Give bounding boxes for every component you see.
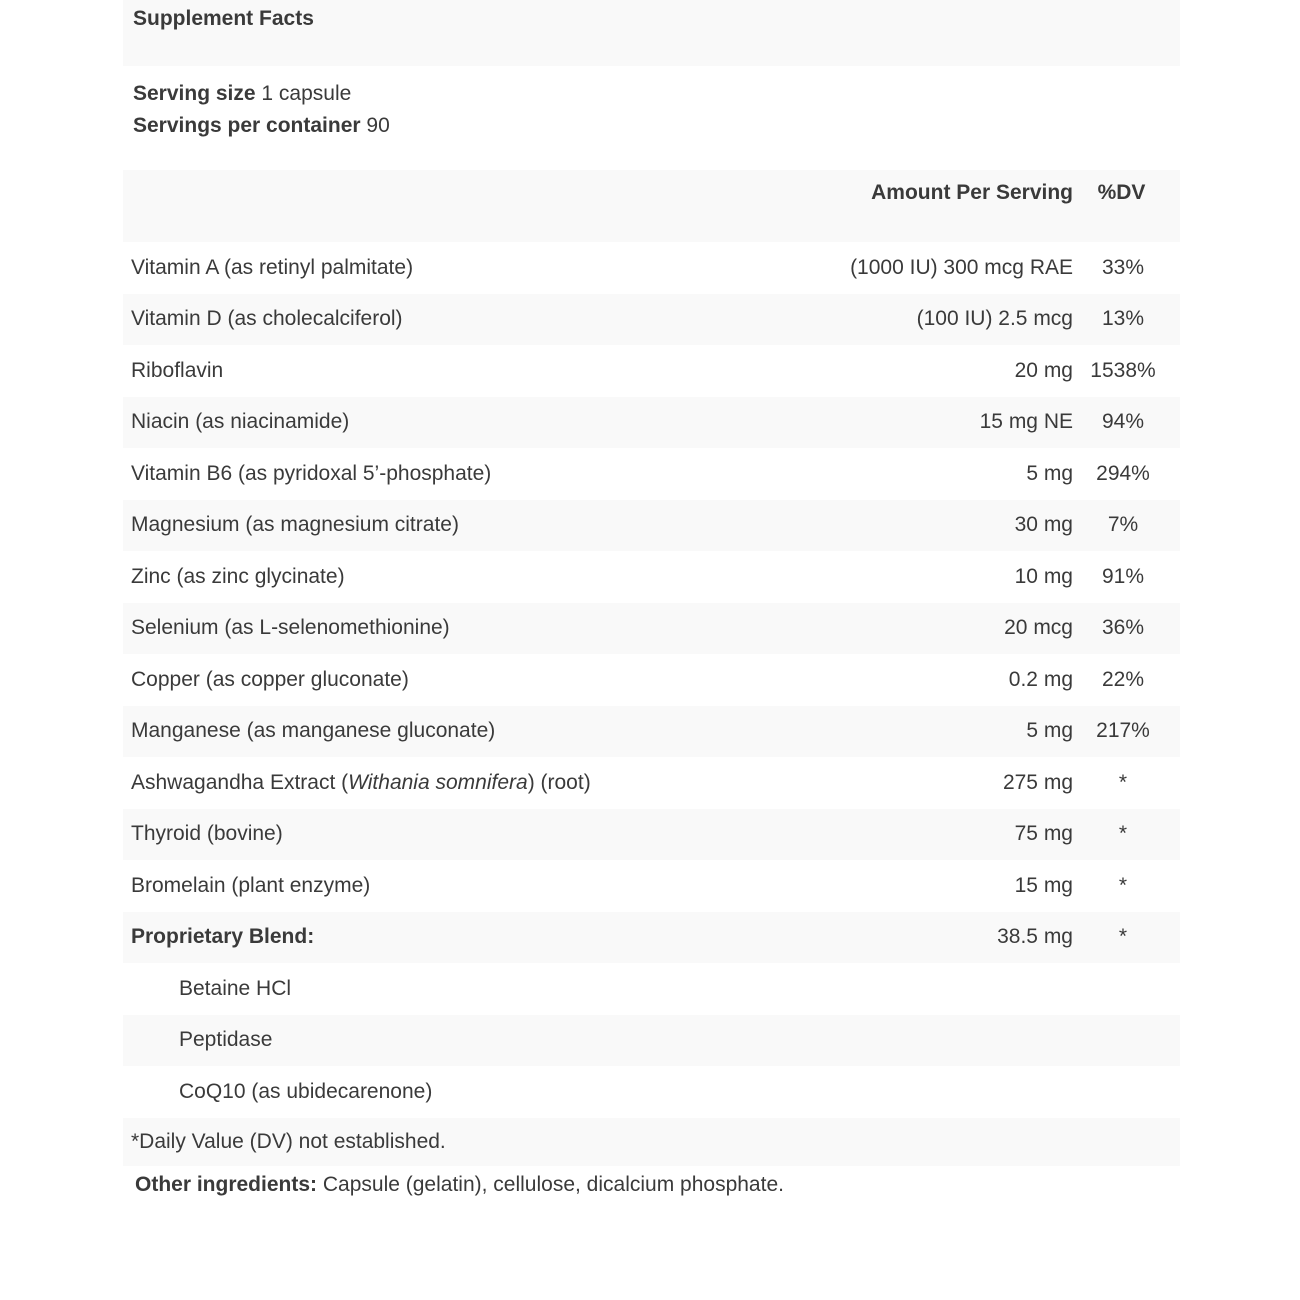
nutrient-name: Selenium (as L-selenomethionine) [131,616,450,640]
nutrient-name [123,757,823,809]
servings-per-container-label: Servings per container [133,114,361,137]
table-row [123,397,1180,449]
nutrient-amount: 275 mg [1002,770,1073,794]
table-row [123,551,1180,603]
nutrient-name: Vitamin D (as cholecalciferol) [131,307,403,331]
servings-per-container [133,110,1180,142]
nutrient-amount: 0.2 mg [1008,667,1073,691]
nutrient-amount: 75 mg [1014,822,1073,846]
table-row [123,242,1180,294]
table-row [123,500,1180,552]
blend-item-name: Betaine HCl [179,976,292,1000]
nutrient-amount: 30 mg [1014,513,1073,537]
nutrient-dv: 22% [1101,667,1145,691]
table-header-row [123,170,1180,242]
nutrient-dv: 94% [1101,410,1145,434]
nutrient-name: Niacin (as niacinamide) [131,410,350,434]
table-row [123,809,1180,861]
serving-size-value: 1 capsule [261,82,352,105]
nutrient-name-prefix: Ashwagandha Extract ( [131,770,349,794]
nutrient-amount: 15 mg [1014,873,1073,897]
table-row-proprietary-blend [123,912,1180,964]
header-dv: %DV [1097,181,1146,204]
table-row [123,757,1180,809]
nutrient-name: Vitamin B6 (as pyridoxal 5’-phosphate) [131,461,492,485]
supplement-facts-panel [123,0,1180,1200]
nutrient-name-botanical: Withania somnifera [348,770,528,794]
nutrient-dv: * [1118,873,1128,897]
nutrient-table [123,170,1180,1166]
other-ingredients-label: Other ingredients: [135,1172,318,1196]
nutrient-name: Zinc (as zinc glycinate) [131,564,345,588]
table-row [123,345,1180,397]
nutrient-dv: * [1118,770,1128,794]
blend-item-row [123,1066,1180,1118]
table-row [123,603,1180,655]
nutrient-amount: 15 mg NE [979,410,1073,434]
nutrient-name: Proprietary Blend: [131,925,315,949]
nutrient-name: Magnesium (as magnesium citrate) [131,513,459,537]
nutrient-dv: * [1118,822,1128,846]
nutrient-amount: 5 mg [1026,719,1073,743]
nutrient-amount: 20 mcg [1004,616,1073,640]
serving-size-label: Serving size [133,82,256,105]
nutrient-name-suffix: ) (root) [527,770,591,794]
blend-item-name: CoQ10 (as ubidecarenone) [179,1079,433,1103]
serving-size [133,78,1180,110]
nutrient-dv: 13% [1101,307,1145,331]
nutrient-dv: 91% [1101,564,1145,588]
nutrient-amount: 5 mg [1026,461,1073,485]
table-row [123,654,1180,706]
nutrient-name: Riboflavin [131,358,224,382]
table-row [123,294,1180,346]
nutrient-dv: 1538% [1090,358,1156,382]
table-row [123,448,1180,500]
nutrient-amount: 38.5 mg [997,925,1073,949]
nutrient-name: Vitamin A (as retinyl palmitate) [131,255,414,279]
table-row [123,706,1180,758]
nutrient-name: Thyroid (bovine) [131,822,283,846]
servings-per-container-value: 90 [366,114,390,137]
blend-item-row [123,1015,1180,1067]
table-row [123,860,1180,912]
serving-info [123,66,1180,170]
nutrient-dv: 217% [1096,719,1150,743]
nutrient-dv: 36% [1101,616,1145,640]
nutrient-dv: 294% [1096,461,1150,485]
nutrient-amount: 20 mg [1014,358,1073,382]
nutrient-dv: * [1118,925,1128,949]
footnote-row [123,1118,1180,1166]
header-amount: Amount Per Serving [871,181,1073,204]
other-ingredients-value: Capsule (gelatin), cellulose, dicalcium phosphate. [322,1172,784,1196]
header-name [123,170,823,242]
blend-item-row [123,963,1180,1015]
nutrient-name: Manganese (as manganese gluconate) [131,719,496,743]
nutrient-dv: 33% [1101,255,1145,279]
nutrient-name: Copper (as copper gluconate) [131,667,409,691]
nutrient-amount: (100 IU) 2.5 mcg [916,307,1073,331]
blend-item-name: Peptidase [179,1028,273,1052]
nutrient-name: Bromelain (plant enzyme) [131,873,371,897]
other-ingredients [123,1166,1180,1200]
nutrient-amount: 10 mg [1014,564,1073,588]
dv-footnote: *Daily Value (DV) not established. [131,1129,446,1153]
panel-title: Supplement Facts [123,0,1180,66]
nutrient-dv: 7% [1107,513,1139,537]
nutrient-amount: (1000 IU) 300 mcg RAE [850,255,1073,279]
